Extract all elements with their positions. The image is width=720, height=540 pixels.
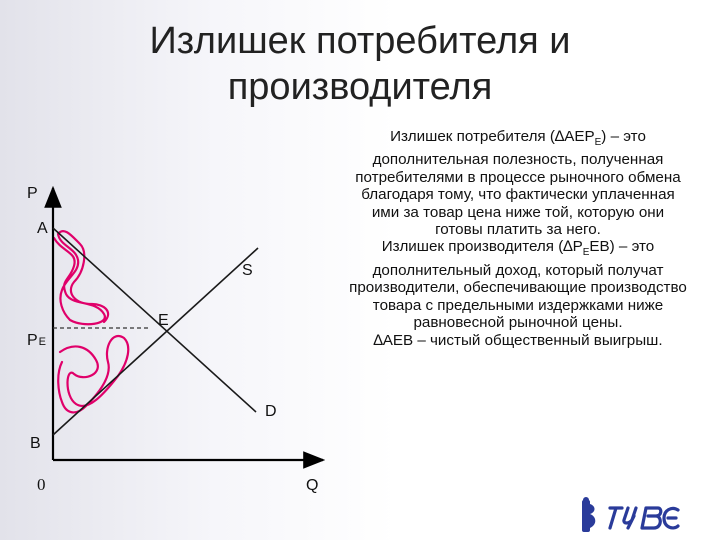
point-s-label: S (242, 262, 253, 279)
producer-surplus-heading-end: EB) – (589, 238, 628, 256)
slide-title-line-1: Излишек потребителя и (149, 20, 571, 62)
consumer-surplus-heading-end: ) – это (601, 128, 646, 145)
consumer-surplus-squiggle (54, 231, 108, 324)
producer-surplus-squiggle (58, 336, 128, 412)
producer-surplus-paragraph (346, 238, 690, 331)
x-axis-label: Q (306, 477, 319, 494)
consumer-surplus-heading: Излишек потребителя (∆AEP (390, 128, 595, 145)
slide-title-line-2: производителя (227, 66, 493, 108)
producer-surplus-heading-subscript: E (582, 247, 590, 259)
y-axis-label: P (27, 185, 38, 202)
university-emblem-icon (576, 496, 686, 536)
producer-surplus-body: это дополнительный доход, который получат производители, обеспечивающие производство товара с предельными издержками ниже равновесной рыночной цены. (349, 238, 687, 332)
pe-subscript-label: E (38, 336, 47, 348)
explanation-text (346, 128, 690, 349)
point-b-label: B (30, 435, 41, 452)
consumer-surplus-body: дополнительная полезность, полученная потребителями в процессе рыночного обмена благодаря тому, что фактически уплаченная ими за товар цена ниже той, которую они готовы платить за него. (355, 151, 681, 239)
point-a-label: A (37, 220, 48, 237)
equilibrium-price-label (27, 332, 46, 349)
point-e-label: E (158, 312, 169, 329)
net-gain-text: ∆AEB – чистый общественный выигрыш. (373, 331, 663, 349)
producer-surplus-heading: Излишек производителя (∆P (381, 238, 583, 256)
pe-main-label: P (27, 332, 38, 349)
supply-line (53, 248, 258, 435)
consumer-surplus-heading-subscript: E (594, 137, 602, 149)
net-gain-paragraph (346, 332, 690, 349)
demand-line (53, 228, 256, 412)
point-d-label: D (265, 403, 277, 420)
origin-label: 0 (37, 475, 46, 494)
consumer-surplus-paragraph (346, 128, 690, 238)
